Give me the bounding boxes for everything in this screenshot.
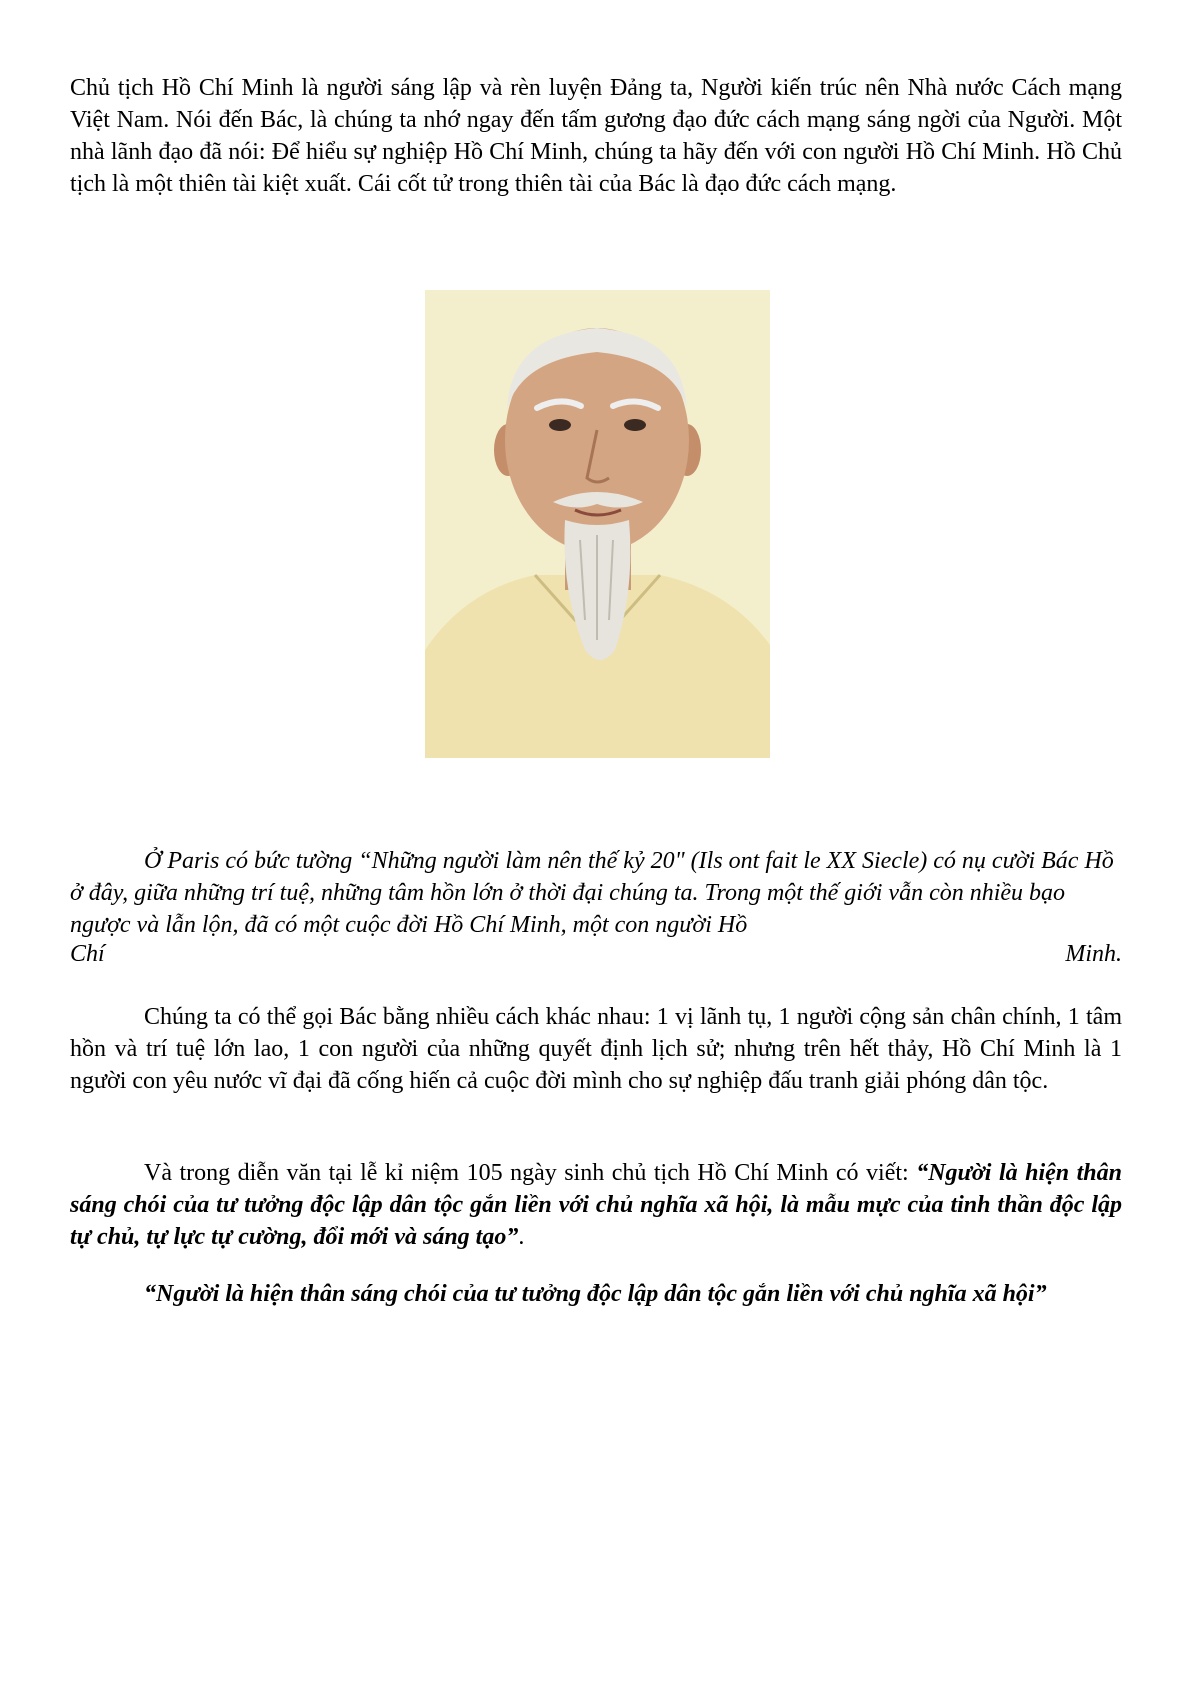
portrait-photo — [425, 290, 770, 758]
paragraph-paris-quote: Ở Paris có bức tường “Những người làm nên thế kỷ 20" (Ils ont fait le XX Siecle) có nụ cười Bác Hồ ở đây, giữa những trí tuệ, những tâm hồn lớn ở thời đại chúng ta. Trong một thế giới vẫn còn nhiều bạo ngược và lẫn lộn, đã có một cuộc đời Hồ Chí Minh, một con người Hồ — [70, 848, 1114, 938]
last-line-word-1: Chí — [70, 941, 105, 967]
paragraph-intro: Chủ tịch Hồ Chí Minh là người sáng lập và rèn luyện Đảng ta, Người kiến trúc nên Nhà nước Cách mạng Việt Nam. Nói đến Bác, là chúng ta nhớ ngay đến tấm gương đạo đức cách mạng sáng ngời của Người. Một nhà lãnh đạo đã nói: Để hiểu sự nghiệp Hồ Chí Minh, chúng ta hãy đến với con người Hồ Chí Minh. Hồ Chủ tịch là một thiên tài kiệt xuất. Cái cốt tử trong thiên tài của Bác là đạo đức cách mạng. — [70, 75, 1122, 197]
speech-end: . — [518, 1224, 525, 1250]
paragraph-paris-last-line — [70, 941, 1122, 973]
speech-intro: Và trong diễn văn tại lễ kỉ niệm 105 ngày sinh chủ tịch Hồ Chí Minh có viết: — [144, 1160, 917, 1186]
last-line-word-2: Minh. — [1065, 941, 1122, 967]
paragraph-closing-quote: “Người là hiện thân sáng chói của tư tưởng độc lập dân tộc gắn liền với chủ nghĩa xã hội” — [144, 1281, 1047, 1307]
paragraph-speech — [70, 1157, 1122, 1253]
portrait-illustration-icon — [425, 290, 770, 758]
paragraph-titles: Chúng ta có thể gọi Bác bằng nhiều cách khác nhau: 1 vị lãnh tụ, 1 người cộng sản chân chính, 1 tâm hồn và trí tuệ lớn lao, 1 con người của những quyết định lịch sử; nhưng trên hết thảy, Hồ Chí Minh là 1 người con yêu nước vĩ đại đã cống hiến cả cuộc đời mình cho sự nghiệp đấu tranh giải phóng dân tộc. — [70, 1004, 1122, 1094]
speech-quote: “Người là hiện thân sáng chói của tư tưởng độc lập dân tộc gắn liền với chủ nghĩa xã hội, là mẫu mực của tinh thần độc lập tự chủ, tự lực tự cường, đổi mới và sáng tạo” — [70, 1160, 1122, 1250]
